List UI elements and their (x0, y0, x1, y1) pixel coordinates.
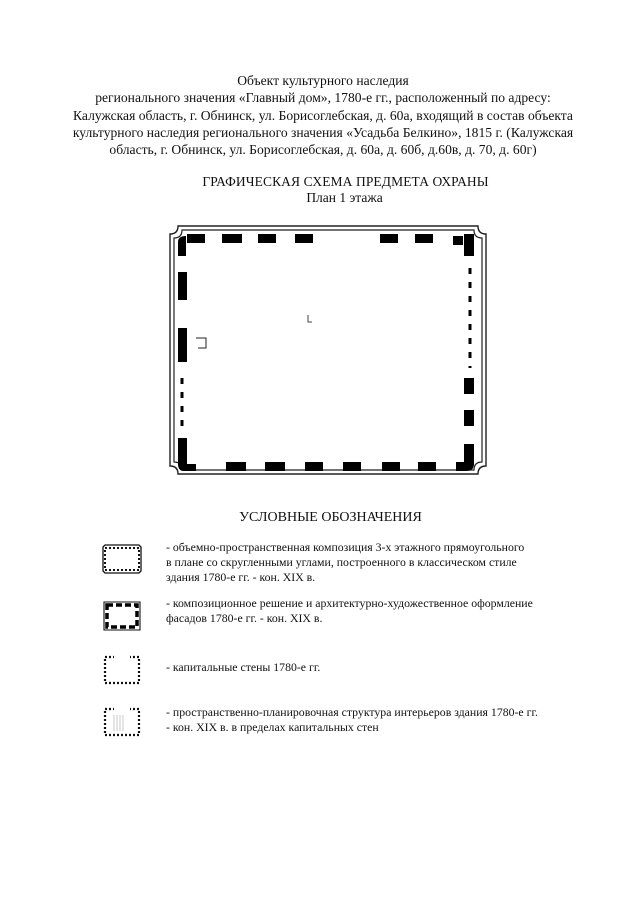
legend-line: - композиционное решение и архитектурно-художественное оформление (166, 596, 533, 610)
legend-line: фасадов 1780-е гг. - кон. XIX в. (166, 611, 323, 625)
schema-title: ГРАФИЧЕСКАЯ СХЕМА ПРЕДМЕТА ОХРАНЫ (202, 174, 489, 189)
object-description (56, 72, 590, 158)
legend-line: в плане со скругленными углами, построенного в классическом стиле (166, 555, 517, 569)
center-mark (308, 315, 312, 322)
legend-line: - кон. XIX в. в пределах капитальных стен (166, 720, 379, 734)
floor-plan-drawing (160, 218, 496, 482)
hatched-dotted-rect-icon (100, 705, 144, 739)
header-line: Объект культурного наследия (237, 73, 409, 88)
legend-text (166, 660, 320, 675)
bold-walls (178, 234, 474, 471)
legend-line: - пространственно-планировочная структура интерьеров здания 1780-е гг. (166, 705, 538, 719)
floor-title: План 1 этажа (306, 190, 383, 205)
legend-title: УСЛОВНЫЕ ОБОЗНАЧЕНИЯ (239, 510, 422, 525)
header-line: регионального значения «Главный дом», 1780-е гг., расположенный по адресу: (95, 90, 551, 106)
legend-text (166, 540, 524, 585)
dotted-rounded-rect-icon (100, 542, 144, 576)
legend-text (166, 596, 533, 626)
outer-contour (170, 226, 486, 474)
dotted-rect-icon (100, 653, 144, 687)
header-line: область, г. Обнинск, ул. Борисоглебская, д. 60а, д. 60б, д.60в, д. 70, д. 60г) (109, 142, 537, 158)
bold-dashed-rect-icon (100, 598, 144, 634)
door-marker (196, 338, 206, 348)
legend-line: - капитальные стены 1780-е гг. (166, 660, 321, 674)
header-line: культурного наследия регионального значения «Усадьба Белкино», 1815 г. (Калужская (72, 124, 574, 140)
legend-line: здания 1780-е гг. - кон. XIX в. (166, 570, 316, 584)
legend-text (166, 705, 538, 735)
inner-contour (174, 230, 482, 470)
header-line: Калужская область, г. Обнинск, ул. Борисоглебская, д. 60а, входящий в состав объекта (73, 107, 573, 123)
legend-line: - объемно-пространственная композиция 3-х этажного прямоугольного (166, 540, 525, 554)
